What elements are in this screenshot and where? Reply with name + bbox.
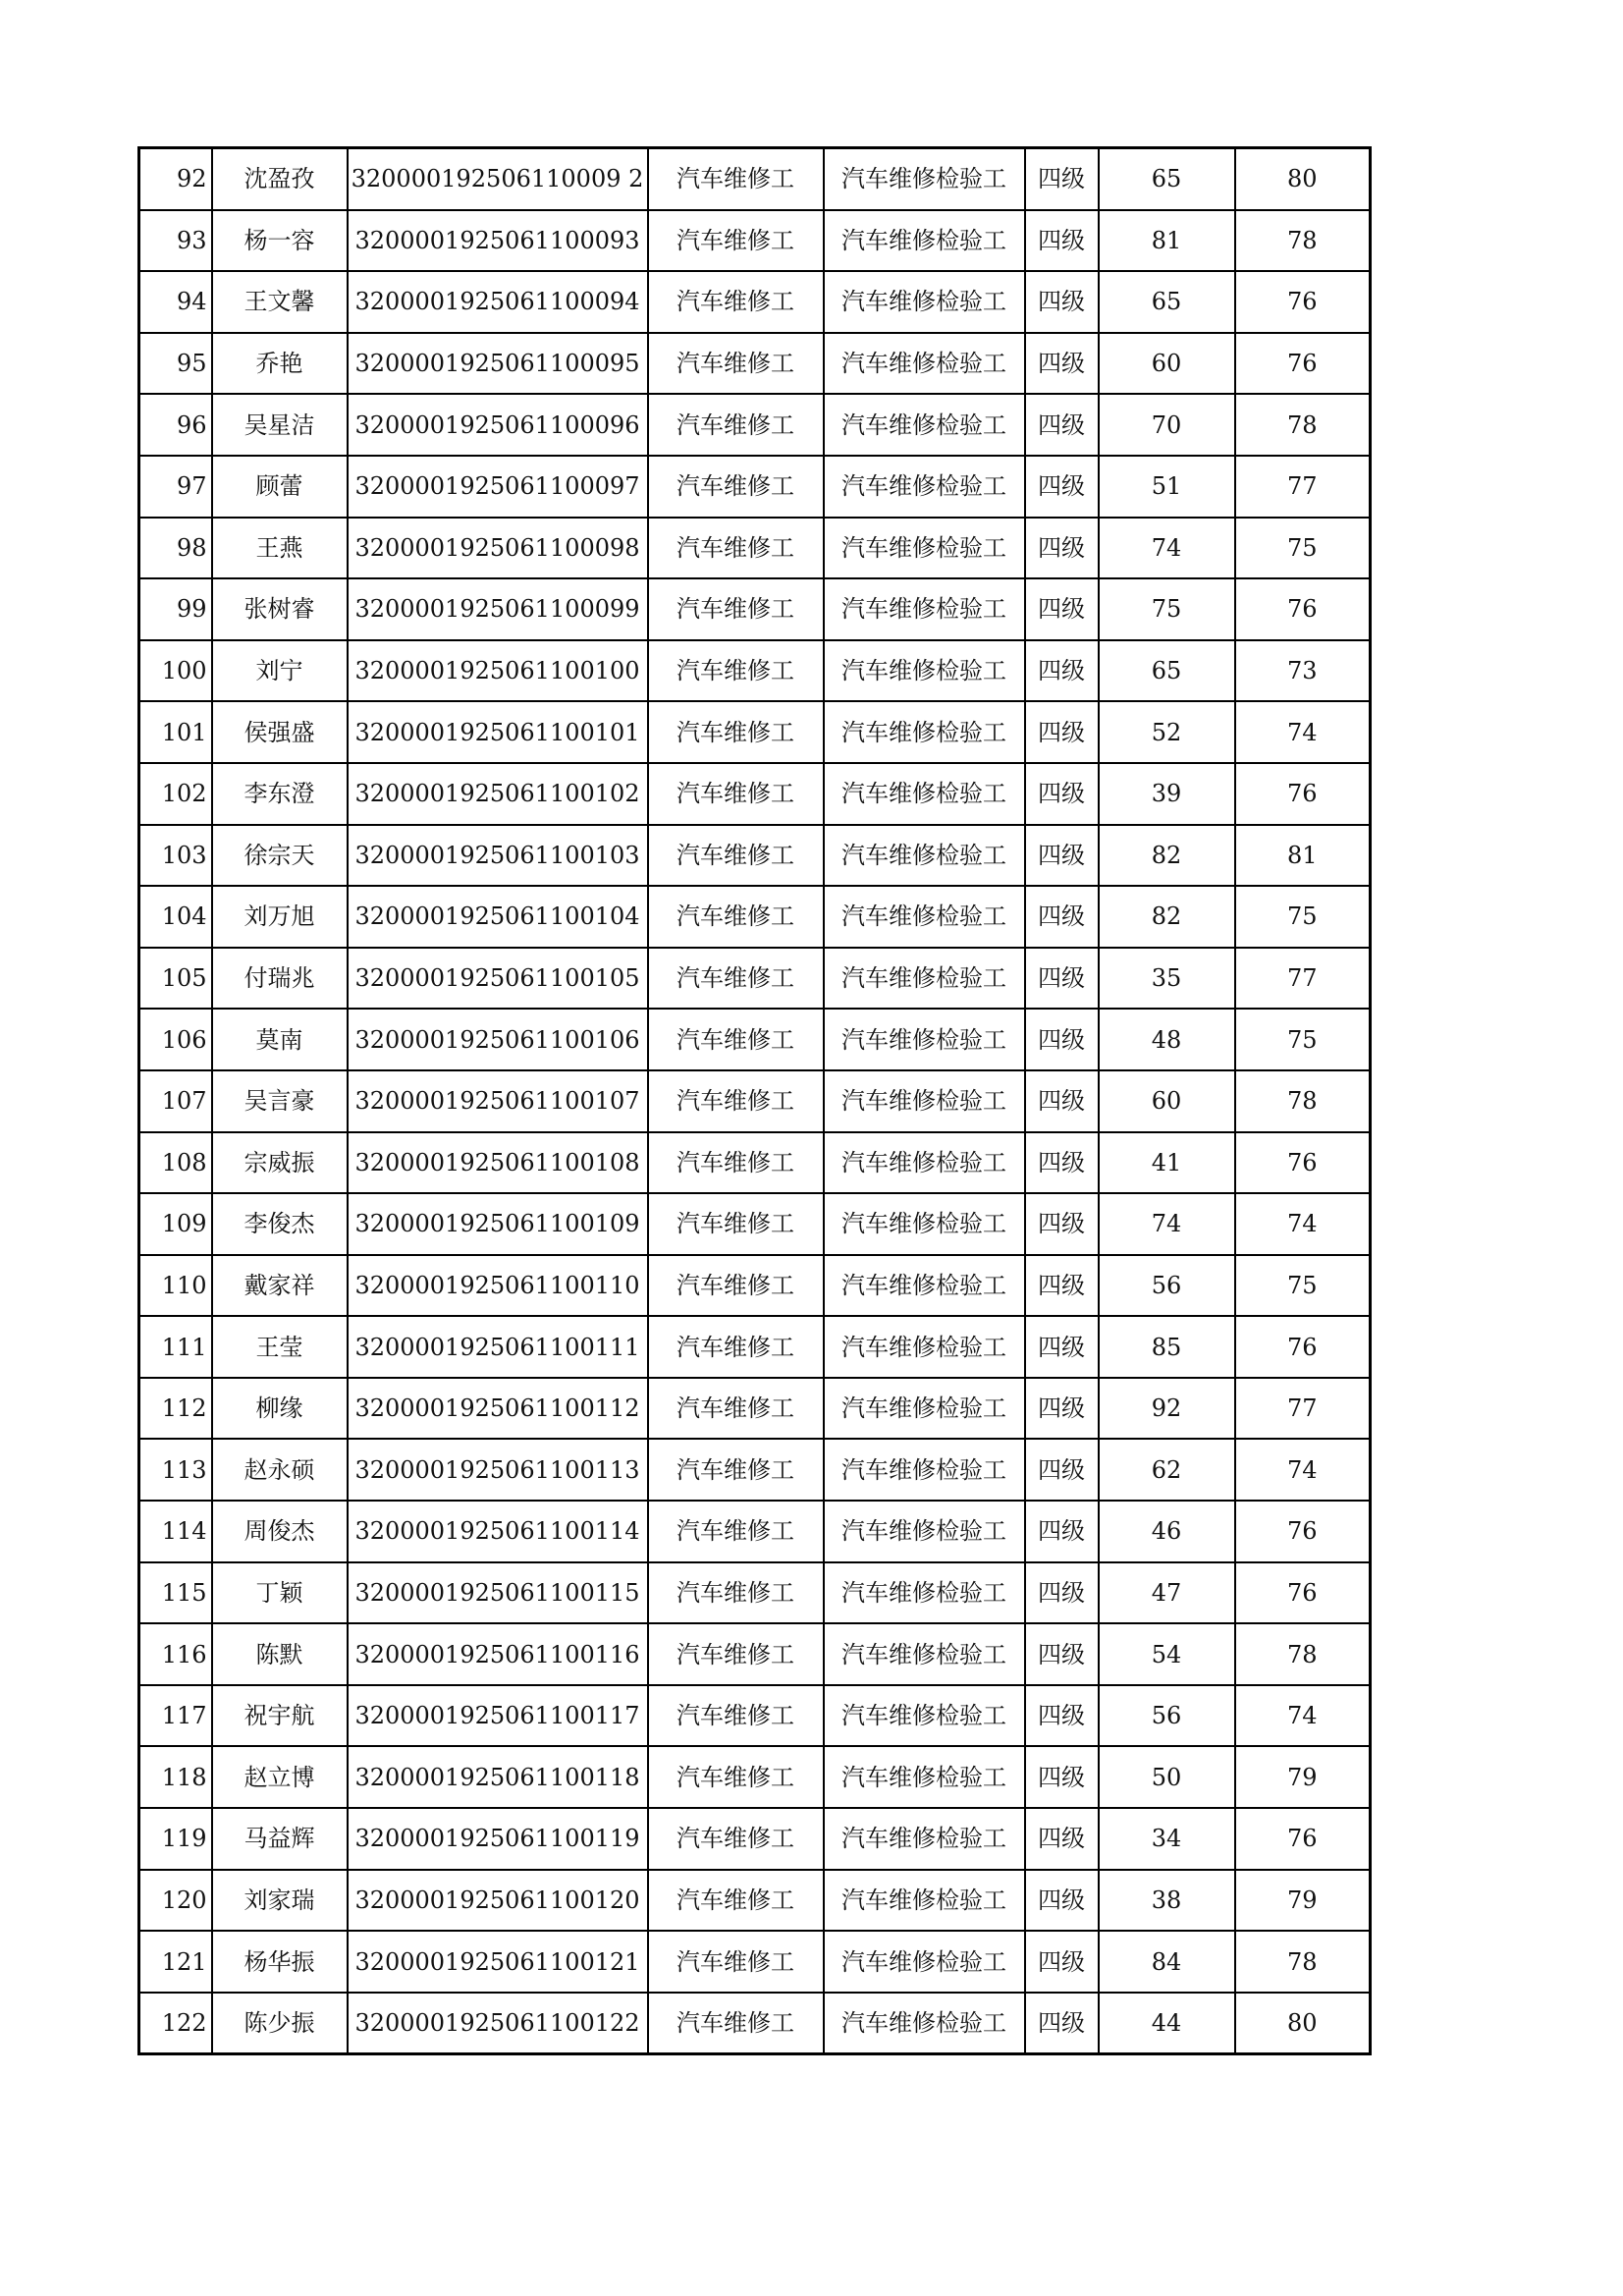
skill-score-cell: 74 xyxy=(1235,701,1371,763)
theory-score-cell: 51 xyxy=(1099,456,1235,518)
skill-score-cell: 78 xyxy=(1235,1623,1371,1685)
candidate-name-cell: 乔艳 xyxy=(212,333,348,395)
candidate-name-cell: 吴星洁 xyxy=(212,394,348,456)
certificate-number-cell: 3200001925061100115 xyxy=(348,1562,648,1624)
skill-score-cell: 75 xyxy=(1235,1009,1371,1070)
candidate-name-cell: 戴家祥 xyxy=(212,1255,348,1317)
row-number-cell: 120 xyxy=(139,1870,212,1932)
skill-score-cell: 73 xyxy=(1235,640,1371,702)
theory-score-cell: 74 xyxy=(1099,518,1235,579)
occupation-cell: 汽车维修工 xyxy=(648,1623,824,1685)
job-type-cell: 汽车维修检验工 xyxy=(824,1316,1025,1378)
job-type-cell: 汽车维修检验工 xyxy=(824,1193,1025,1255)
certificate-number-cell: 3200001925061100101 xyxy=(348,701,648,763)
row-number-cell: 116 xyxy=(139,1623,212,1685)
job-type-cell: 汽车维修检验工 xyxy=(824,1562,1025,1624)
job-type-cell: 汽车维修检验工 xyxy=(824,1439,1025,1501)
skill-score-cell: 78 xyxy=(1235,394,1371,456)
level-cell: 四级 xyxy=(1025,1746,1099,1808)
table-row xyxy=(139,1070,1371,1132)
row-number-cell: 104 xyxy=(139,886,212,948)
table-row xyxy=(139,1316,1371,1378)
candidate-name-cell: 赵永硕 xyxy=(212,1439,348,1501)
occupation-cell: 汽车维修工 xyxy=(648,394,824,456)
theory-score-cell: 44 xyxy=(1099,1993,1235,2054)
table-row xyxy=(139,1193,1371,1255)
row-number-cell: 94 xyxy=(139,271,212,333)
row-number-cell: 118 xyxy=(139,1746,212,1808)
occupation-cell: 汽车维修工 xyxy=(648,1501,824,1562)
level-cell: 四级 xyxy=(1025,640,1099,702)
table-row xyxy=(139,1378,1371,1440)
job-type-cell: 汽车维修检验工 xyxy=(824,1501,1025,1562)
certificate-number-cell: 3200001925061100117 xyxy=(348,1685,648,1747)
occupation-cell: 汽车维修工 xyxy=(648,1378,824,1440)
table-row xyxy=(139,1009,1371,1070)
job-type-cell: 汽车维修检验工 xyxy=(824,1378,1025,1440)
occupation-cell: 汽车维修工 xyxy=(648,948,824,1010)
theory-score-cell: 48 xyxy=(1099,1009,1235,1070)
job-type-cell: 汽车维修检验工 xyxy=(824,763,1025,825)
theory-score-cell: 52 xyxy=(1099,701,1235,763)
job-type-cell: 汽车维修检验工 xyxy=(824,1132,1025,1194)
job-type-cell: 汽车维修检验工 xyxy=(824,394,1025,456)
theory-score-cell: 82 xyxy=(1099,886,1235,948)
level-cell: 四级 xyxy=(1025,456,1099,518)
theory-score-cell: 46 xyxy=(1099,1501,1235,1562)
candidate-name-cell: 王莹 xyxy=(212,1316,348,1378)
job-type-cell: 汽车维修检验工 xyxy=(824,1931,1025,1993)
certificate-number-cell: 3200001925061100119 xyxy=(348,1808,648,1870)
candidate-name-cell: 徐宗天 xyxy=(212,825,348,887)
skill-score-cell: 76 xyxy=(1235,271,1371,333)
row-number-cell: 108 xyxy=(139,1132,212,1194)
row-number-cell: 117 xyxy=(139,1685,212,1747)
certificate-number-cell: 3200001925061100107 xyxy=(348,1070,648,1132)
candidate-name-cell: 周俊杰 xyxy=(212,1501,348,1562)
occupation-cell: 汽车维修工 xyxy=(648,1685,824,1747)
skill-score-cell: 79 xyxy=(1235,1870,1371,1932)
skill-score-cell: 74 xyxy=(1235,1193,1371,1255)
row-number-cell: 113 xyxy=(139,1439,212,1501)
occupation-cell: 汽车维修工 xyxy=(648,333,824,395)
level-cell: 四级 xyxy=(1025,1255,1099,1317)
level-cell: 四级 xyxy=(1025,886,1099,948)
certificate-number-cell: 3200001925061100094 xyxy=(348,271,648,333)
candidate-name-cell: 马益辉 xyxy=(212,1808,348,1870)
table-row xyxy=(139,148,1371,210)
theory-score-cell: 39 xyxy=(1099,763,1235,825)
level-cell: 四级 xyxy=(1025,271,1099,333)
table-row xyxy=(139,1255,1371,1317)
table-row xyxy=(139,333,1371,395)
theory-score-cell: 70 xyxy=(1099,394,1235,456)
occupation-cell: 汽车维修工 xyxy=(648,701,824,763)
skill-score-cell: 76 xyxy=(1235,763,1371,825)
row-number-cell: 105 xyxy=(139,948,212,1010)
theory-score-cell: 56 xyxy=(1099,1255,1235,1317)
level-cell: 四级 xyxy=(1025,1070,1099,1132)
row-number-cell: 112 xyxy=(139,1378,212,1440)
occupation-cell: 汽车维修工 xyxy=(648,1193,824,1255)
table-row xyxy=(139,825,1371,887)
theory-score-cell: 34 xyxy=(1099,1808,1235,1870)
theory-score-cell: 60 xyxy=(1099,333,1235,395)
job-type-cell: 汽车维修检验工 xyxy=(824,210,1025,272)
job-type-cell: 汽车维修检验工 xyxy=(824,1993,1025,2054)
table-row xyxy=(139,1993,1371,2054)
table-row xyxy=(139,271,1371,333)
table-row xyxy=(139,1931,1371,1993)
certificate-number-cell: 3200001925061100112 xyxy=(348,1378,648,1440)
level-cell: 四级 xyxy=(1025,1009,1099,1070)
row-number-cell: 109 xyxy=(139,1193,212,1255)
certificate-number-cell: 3200001925061100100 xyxy=(348,640,648,702)
certificate-number-cell: 320000192506110009 2 xyxy=(348,148,648,210)
level-cell: 四级 xyxy=(1025,1501,1099,1562)
theory-score-cell: 65 xyxy=(1099,148,1235,210)
candidate-name-cell: 刘宁 xyxy=(212,640,348,702)
level-cell: 四级 xyxy=(1025,518,1099,579)
job-type-cell: 汽车维修检验工 xyxy=(824,1009,1025,1070)
certificate-number-cell: 3200001925061100096 xyxy=(348,394,648,456)
score-table-body xyxy=(139,148,1371,2054)
certificate-number-cell: 3200001925061100105 xyxy=(348,948,648,1010)
candidate-name-cell: 丁颖 xyxy=(212,1562,348,1624)
level-cell: 四级 xyxy=(1025,1132,1099,1194)
candidate-name-cell: 李俊杰 xyxy=(212,1193,348,1255)
row-number-cell: 111 xyxy=(139,1316,212,1378)
job-type-cell: 汽车维修检验工 xyxy=(824,271,1025,333)
row-number-cell: 97 xyxy=(139,456,212,518)
occupation-cell: 汽车维修工 xyxy=(648,1870,824,1932)
certificate-number-cell: 3200001925061100116 xyxy=(348,1623,648,1685)
theory-score-cell: 65 xyxy=(1099,640,1235,702)
table-row xyxy=(139,394,1371,456)
job-type-cell: 汽车维修检验工 xyxy=(824,886,1025,948)
theory-score-cell: 82 xyxy=(1099,825,1235,887)
candidate-name-cell: 侯强盛 xyxy=(212,701,348,763)
level-cell: 四级 xyxy=(1025,1316,1099,1378)
skill-score-cell: 74 xyxy=(1235,1685,1371,1747)
level-cell: 四级 xyxy=(1025,148,1099,210)
skill-score-cell: 76 xyxy=(1235,1808,1371,1870)
candidate-name-cell: 杨华振 xyxy=(212,1931,348,1993)
skill-score-cell: 81 xyxy=(1235,825,1371,887)
job-type-cell: 汽车维修检验工 xyxy=(824,640,1025,702)
theory-score-cell: 75 xyxy=(1099,578,1235,640)
theory-score-cell: 41 xyxy=(1099,1132,1235,1194)
job-type-cell: 汽车维修检验工 xyxy=(824,1623,1025,1685)
certificate-number-cell: 3200001925061100113 xyxy=(348,1439,648,1501)
occupation-cell: 汽车维修工 xyxy=(648,210,824,272)
level-cell: 四级 xyxy=(1025,1193,1099,1255)
certificate-number-cell: 3200001925061100118 xyxy=(348,1746,648,1808)
level-cell: 四级 xyxy=(1025,1378,1099,1440)
theory-score-cell: 92 xyxy=(1099,1378,1235,1440)
job-type-cell: 汽车维修检验工 xyxy=(824,1685,1025,1747)
skill-score-cell: 77 xyxy=(1235,1378,1371,1440)
occupation-cell: 汽车维修工 xyxy=(648,1562,824,1624)
occupation-cell: 汽车维修工 xyxy=(648,886,824,948)
theory-score-cell: 54 xyxy=(1099,1623,1235,1685)
skill-score-cell: 78 xyxy=(1235,210,1371,272)
candidate-name-cell: 李东澄 xyxy=(212,763,348,825)
certificate-number-cell: 3200001925061100103 xyxy=(348,825,648,887)
skill-score-cell: 78 xyxy=(1235,1070,1371,1132)
theory-score-cell: 65 xyxy=(1099,271,1235,333)
job-type-cell: 汽车维修检验工 xyxy=(824,1870,1025,1932)
skill-score-cell: 75 xyxy=(1235,886,1371,948)
occupation-cell: 汽车维修工 xyxy=(648,1316,824,1378)
table-row xyxy=(139,1132,1371,1194)
certificate-number-cell: 3200001925061100108 xyxy=(348,1132,648,1194)
table-row xyxy=(139,640,1371,702)
table-row xyxy=(139,210,1371,272)
level-cell: 四级 xyxy=(1025,1439,1099,1501)
candidate-name-cell: 柳缘 xyxy=(212,1378,348,1440)
occupation-cell: 汽车维修工 xyxy=(648,1009,824,1070)
occupation-cell: 汽车维修工 xyxy=(648,1439,824,1501)
job-type-cell: 汽车维修检验工 xyxy=(824,1808,1025,1870)
level-cell: 四级 xyxy=(1025,1808,1099,1870)
row-number-cell: 98 xyxy=(139,518,212,579)
theory-score-cell: 47 xyxy=(1099,1562,1235,1624)
job-type-cell: 汽车维修检验工 xyxy=(824,701,1025,763)
row-number-cell: 101 xyxy=(139,701,212,763)
certificate-number-cell: 3200001925061100104 xyxy=(348,886,648,948)
table-row xyxy=(139,1870,1371,1932)
skill-score-cell: 76 xyxy=(1235,578,1371,640)
occupation-cell: 汽车维修工 xyxy=(648,1746,824,1808)
candidate-name-cell: 沈盈孜 xyxy=(212,148,348,210)
occupation-cell: 汽车维修工 xyxy=(648,578,824,640)
theory-score-cell: 81 xyxy=(1099,210,1235,272)
table-row xyxy=(139,1746,1371,1808)
row-number-cell: 95 xyxy=(139,333,212,395)
table-row xyxy=(139,948,1371,1010)
row-number-cell: 114 xyxy=(139,1501,212,1562)
candidate-name-cell: 付瑞兆 xyxy=(212,948,348,1010)
skill-score-cell: 75 xyxy=(1235,1255,1371,1317)
certificate-number-cell: 3200001925061100093 xyxy=(348,210,648,272)
skill-score-cell: 75 xyxy=(1235,518,1371,579)
candidate-name-cell: 陈默 xyxy=(212,1623,348,1685)
certificate-number-cell: 3200001925061100106 xyxy=(348,1009,648,1070)
theory-score-cell: 50 xyxy=(1099,1746,1235,1808)
row-number-cell: 99 xyxy=(139,578,212,640)
occupation-cell: 汽车维修工 xyxy=(648,640,824,702)
score-table xyxy=(137,146,1372,2055)
certificate-number-cell: 3200001925061100098 xyxy=(348,518,648,579)
theory-score-cell: 85 xyxy=(1099,1316,1235,1378)
table-row xyxy=(139,1439,1371,1501)
occupation-cell: 汽车维修工 xyxy=(648,1993,824,2054)
occupation-cell: 汽车维修工 xyxy=(648,148,824,210)
certificate-number-cell: 3200001925061100122 xyxy=(348,1993,648,2054)
table-row xyxy=(139,456,1371,518)
level-cell: 四级 xyxy=(1025,1685,1099,1747)
level-cell: 四级 xyxy=(1025,578,1099,640)
candidate-name-cell: 王文馨 xyxy=(212,271,348,333)
theory-score-cell: 35 xyxy=(1099,948,1235,1010)
skill-score-cell: 77 xyxy=(1235,456,1371,518)
theory-score-cell: 38 xyxy=(1099,1870,1235,1932)
candidate-name-cell: 莫南 xyxy=(212,1009,348,1070)
certificate-number-cell: 3200001925061100121 xyxy=(348,1931,648,1993)
occupation-cell: 汽车维修工 xyxy=(648,763,824,825)
table-row xyxy=(139,518,1371,579)
table-row xyxy=(139,701,1371,763)
job-type-cell: 汽车维修检验工 xyxy=(824,1070,1025,1132)
theory-score-cell: 62 xyxy=(1099,1439,1235,1501)
level-cell: 四级 xyxy=(1025,394,1099,456)
candidate-name-cell: 吴言豪 xyxy=(212,1070,348,1132)
table-row xyxy=(139,1623,1371,1685)
table-row xyxy=(139,1808,1371,1870)
skill-score-cell: 76 xyxy=(1235,1316,1371,1378)
level-cell: 四级 xyxy=(1025,333,1099,395)
row-number-cell: 122 xyxy=(139,1993,212,2054)
skill-score-cell: 78 xyxy=(1235,1931,1371,1993)
theory-score-cell: 74 xyxy=(1099,1193,1235,1255)
job-type-cell: 汽车维修检验工 xyxy=(824,825,1025,887)
job-type-cell: 汽车维修检验工 xyxy=(824,1255,1025,1317)
candidate-name-cell: 刘家瑞 xyxy=(212,1870,348,1932)
level-cell: 四级 xyxy=(1025,210,1099,272)
skill-score-cell: 77 xyxy=(1235,948,1371,1010)
skill-score-cell: 80 xyxy=(1235,148,1371,210)
candidate-name-cell: 张树睿 xyxy=(212,578,348,640)
occupation-cell: 汽车维修工 xyxy=(648,456,824,518)
row-number-cell: 96 xyxy=(139,394,212,456)
level-cell: 四级 xyxy=(1025,701,1099,763)
row-number-cell: 110 xyxy=(139,1255,212,1317)
certificate-number-cell: 3200001925061100109 xyxy=(348,1193,648,1255)
candidate-name-cell: 祝宇航 xyxy=(212,1685,348,1747)
occupation-cell: 汽车维修工 xyxy=(648,271,824,333)
candidate-name-cell: 刘万旭 xyxy=(212,886,348,948)
row-number-cell: 106 xyxy=(139,1009,212,1070)
table-row xyxy=(139,886,1371,948)
row-number-cell: 102 xyxy=(139,763,212,825)
certificate-number-cell: 3200001925061100097 xyxy=(348,456,648,518)
theory-score-cell: 56 xyxy=(1099,1685,1235,1747)
row-number-cell: 92 xyxy=(139,148,212,210)
candidate-name-cell: 赵立博 xyxy=(212,1746,348,1808)
row-number-cell: 115 xyxy=(139,1562,212,1624)
skill-score-cell: 76 xyxy=(1235,1562,1371,1624)
certificate-number-cell: 3200001925061100114 xyxy=(348,1501,648,1562)
theory-score-cell: 84 xyxy=(1099,1931,1235,1993)
certificate-number-cell: 3200001925061100111 xyxy=(348,1316,648,1378)
certificate-number-cell: 3200001925061100102 xyxy=(348,763,648,825)
level-cell: 四级 xyxy=(1025,825,1099,887)
occupation-cell: 汽车维修工 xyxy=(648,1255,824,1317)
job-type-cell: 汽车维修检验工 xyxy=(824,456,1025,518)
row-number-cell: 93 xyxy=(139,210,212,272)
job-type-cell: 汽车维修检验工 xyxy=(824,948,1025,1010)
candidate-name-cell: 杨一容 xyxy=(212,210,348,272)
candidate-name-cell: 宗威振 xyxy=(212,1132,348,1194)
level-cell: 四级 xyxy=(1025,948,1099,1010)
candidate-name-cell: 陈少振 xyxy=(212,1993,348,2054)
table-row xyxy=(139,1501,1371,1562)
certificate-number-cell: 3200001925061100099 xyxy=(348,578,648,640)
table-row xyxy=(139,763,1371,825)
row-number-cell: 107 xyxy=(139,1070,212,1132)
occupation-cell: 汽车维修工 xyxy=(648,825,824,887)
occupation-cell: 汽车维修工 xyxy=(648,1070,824,1132)
certificate-number-cell: 3200001925061100110 xyxy=(348,1255,648,1317)
job-type-cell: 汽车维修检验工 xyxy=(824,578,1025,640)
skill-score-cell: 80 xyxy=(1235,1993,1371,2054)
level-cell: 四级 xyxy=(1025,763,1099,825)
row-number-cell: 119 xyxy=(139,1808,212,1870)
row-number-cell: 100 xyxy=(139,640,212,702)
table-row xyxy=(139,1562,1371,1624)
table-row xyxy=(139,1685,1371,1747)
row-number-cell: 121 xyxy=(139,1931,212,1993)
row-number-cell: 103 xyxy=(139,825,212,887)
candidate-name-cell: 顾蕾 xyxy=(212,456,348,518)
skill-score-cell: 76 xyxy=(1235,1132,1371,1194)
job-type-cell: 汽车维修检验工 xyxy=(824,148,1025,210)
skill-score-cell: 76 xyxy=(1235,1501,1371,1562)
occupation-cell: 汽车维修工 xyxy=(648,1931,824,1993)
level-cell: 四级 xyxy=(1025,1931,1099,1993)
skill-score-cell: 74 xyxy=(1235,1439,1371,1501)
occupation-cell: 汽车维修工 xyxy=(648,1808,824,1870)
theory-score-cell: 60 xyxy=(1099,1070,1235,1132)
level-cell: 四级 xyxy=(1025,1870,1099,1932)
job-type-cell: 汽车维修检验工 xyxy=(824,1746,1025,1808)
certificate-number-cell: 3200001925061100120 xyxy=(348,1870,648,1932)
candidate-name-cell: 王燕 xyxy=(212,518,348,579)
job-type-cell: 汽车维修检验工 xyxy=(824,518,1025,579)
occupation-cell: 汽车维修工 xyxy=(648,518,824,579)
level-cell: 四级 xyxy=(1025,1993,1099,2054)
skill-score-cell: 76 xyxy=(1235,333,1371,395)
certificate-number-cell: 3200001925061100095 xyxy=(348,333,648,395)
skill-score-cell: 79 xyxy=(1235,1746,1371,1808)
level-cell: 四级 xyxy=(1025,1623,1099,1685)
job-type-cell: 汽车维修检验工 xyxy=(824,333,1025,395)
table-row xyxy=(139,578,1371,640)
occupation-cell: 汽车维修工 xyxy=(648,1132,824,1194)
level-cell: 四级 xyxy=(1025,1562,1099,1624)
